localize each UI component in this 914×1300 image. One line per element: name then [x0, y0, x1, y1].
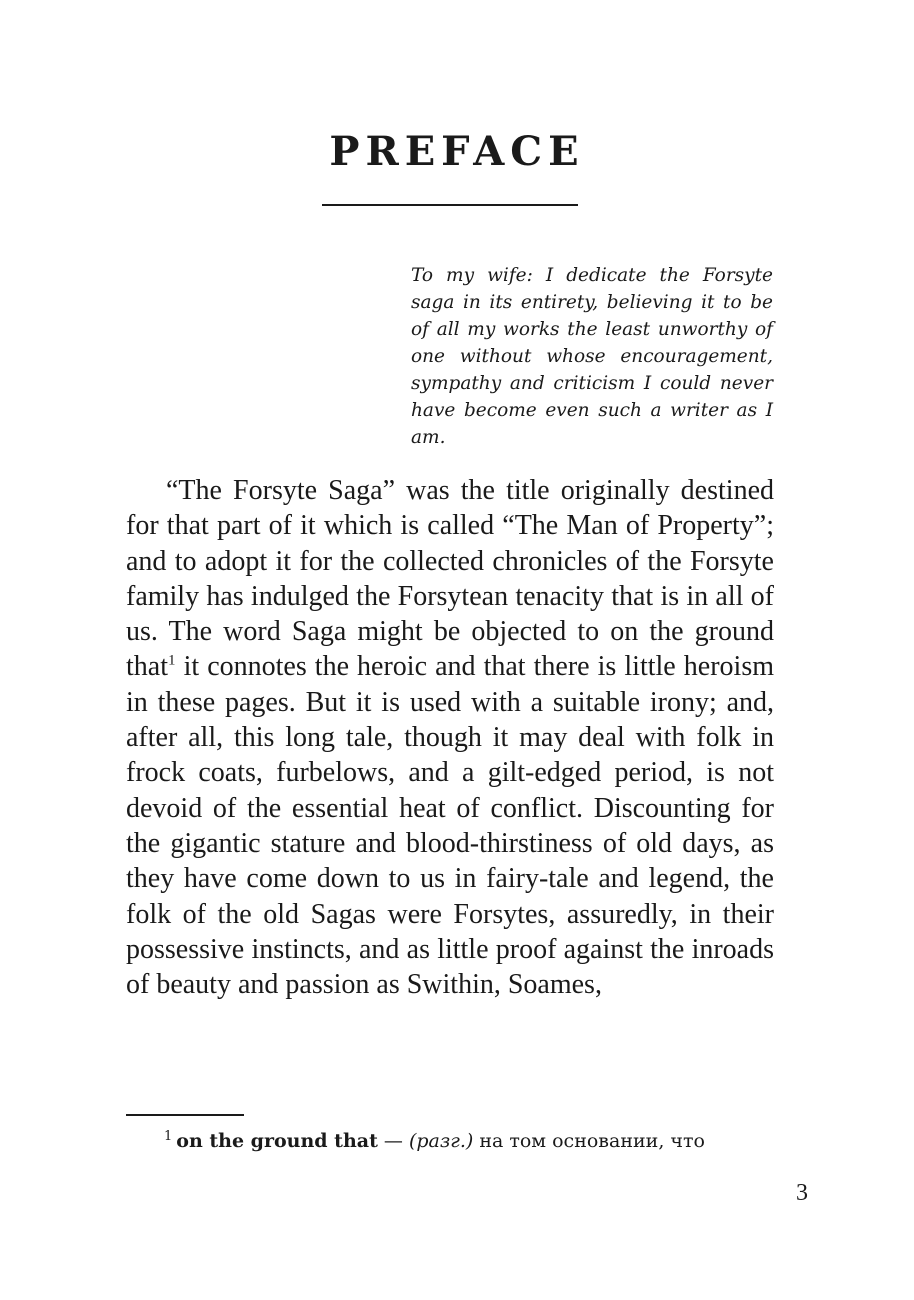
dedication-epigraph: To my wife: I dedicate the Forsyte saga in its entirety, believing it to be of all my works the least unworthy of one without whose encouragement, sympathy and criticism I could never have become even such a writer as I am. [411, 265, 773, 448]
footnote-term: on the ground that [176, 1130, 378, 1152]
page-title: PREFACE [329, 128, 585, 175]
title-divider [322, 204, 578, 206]
page-number: 3 [796, 1180, 808, 1206]
preface-paragraph [126, 473, 774, 1002]
footnote [164, 1127, 784, 1155]
footnote-abbreviation: (разг.) [408, 1130, 474, 1152]
paragraph-text-end: it connotes the heroic and that there is little heroism in these pages. But it is used with a suitable irony; and, after all, this long tale, though it may deal with folk in frock coats, furbelows, and a gilt-edged period, is not devoid of the essential heat of conflict. Discounting for the gigantic stature and blood-thirstiness of old days, as they have come down to us in fairy-tale and legend, the folk of the old Sagas were Forsytes, assuredly, in their possessive instincts, and as little proof against the inroads of beauty and passion as Swithin, Soames, [126, 651, 774, 1001]
footnote-dash: — [377, 1130, 409, 1152]
footnote-divider [126, 1114, 244, 1116]
footnote-translation: на том основании, что [473, 1130, 705, 1152]
footnote-reference[interactable]: 1 [168, 653, 176, 670]
footnote-number: 1 [164, 1128, 173, 1144]
paragraph-text-start: “The Forsyte Saga” was the title originally destined for that part of it which is called “The Man of Property”; and to adopt it for the collected chronicles of the Forsyte family has indulged the Forsytean tenacity that is in all of us. The word Saga might be objected to on the ground that [126, 475, 774, 683]
